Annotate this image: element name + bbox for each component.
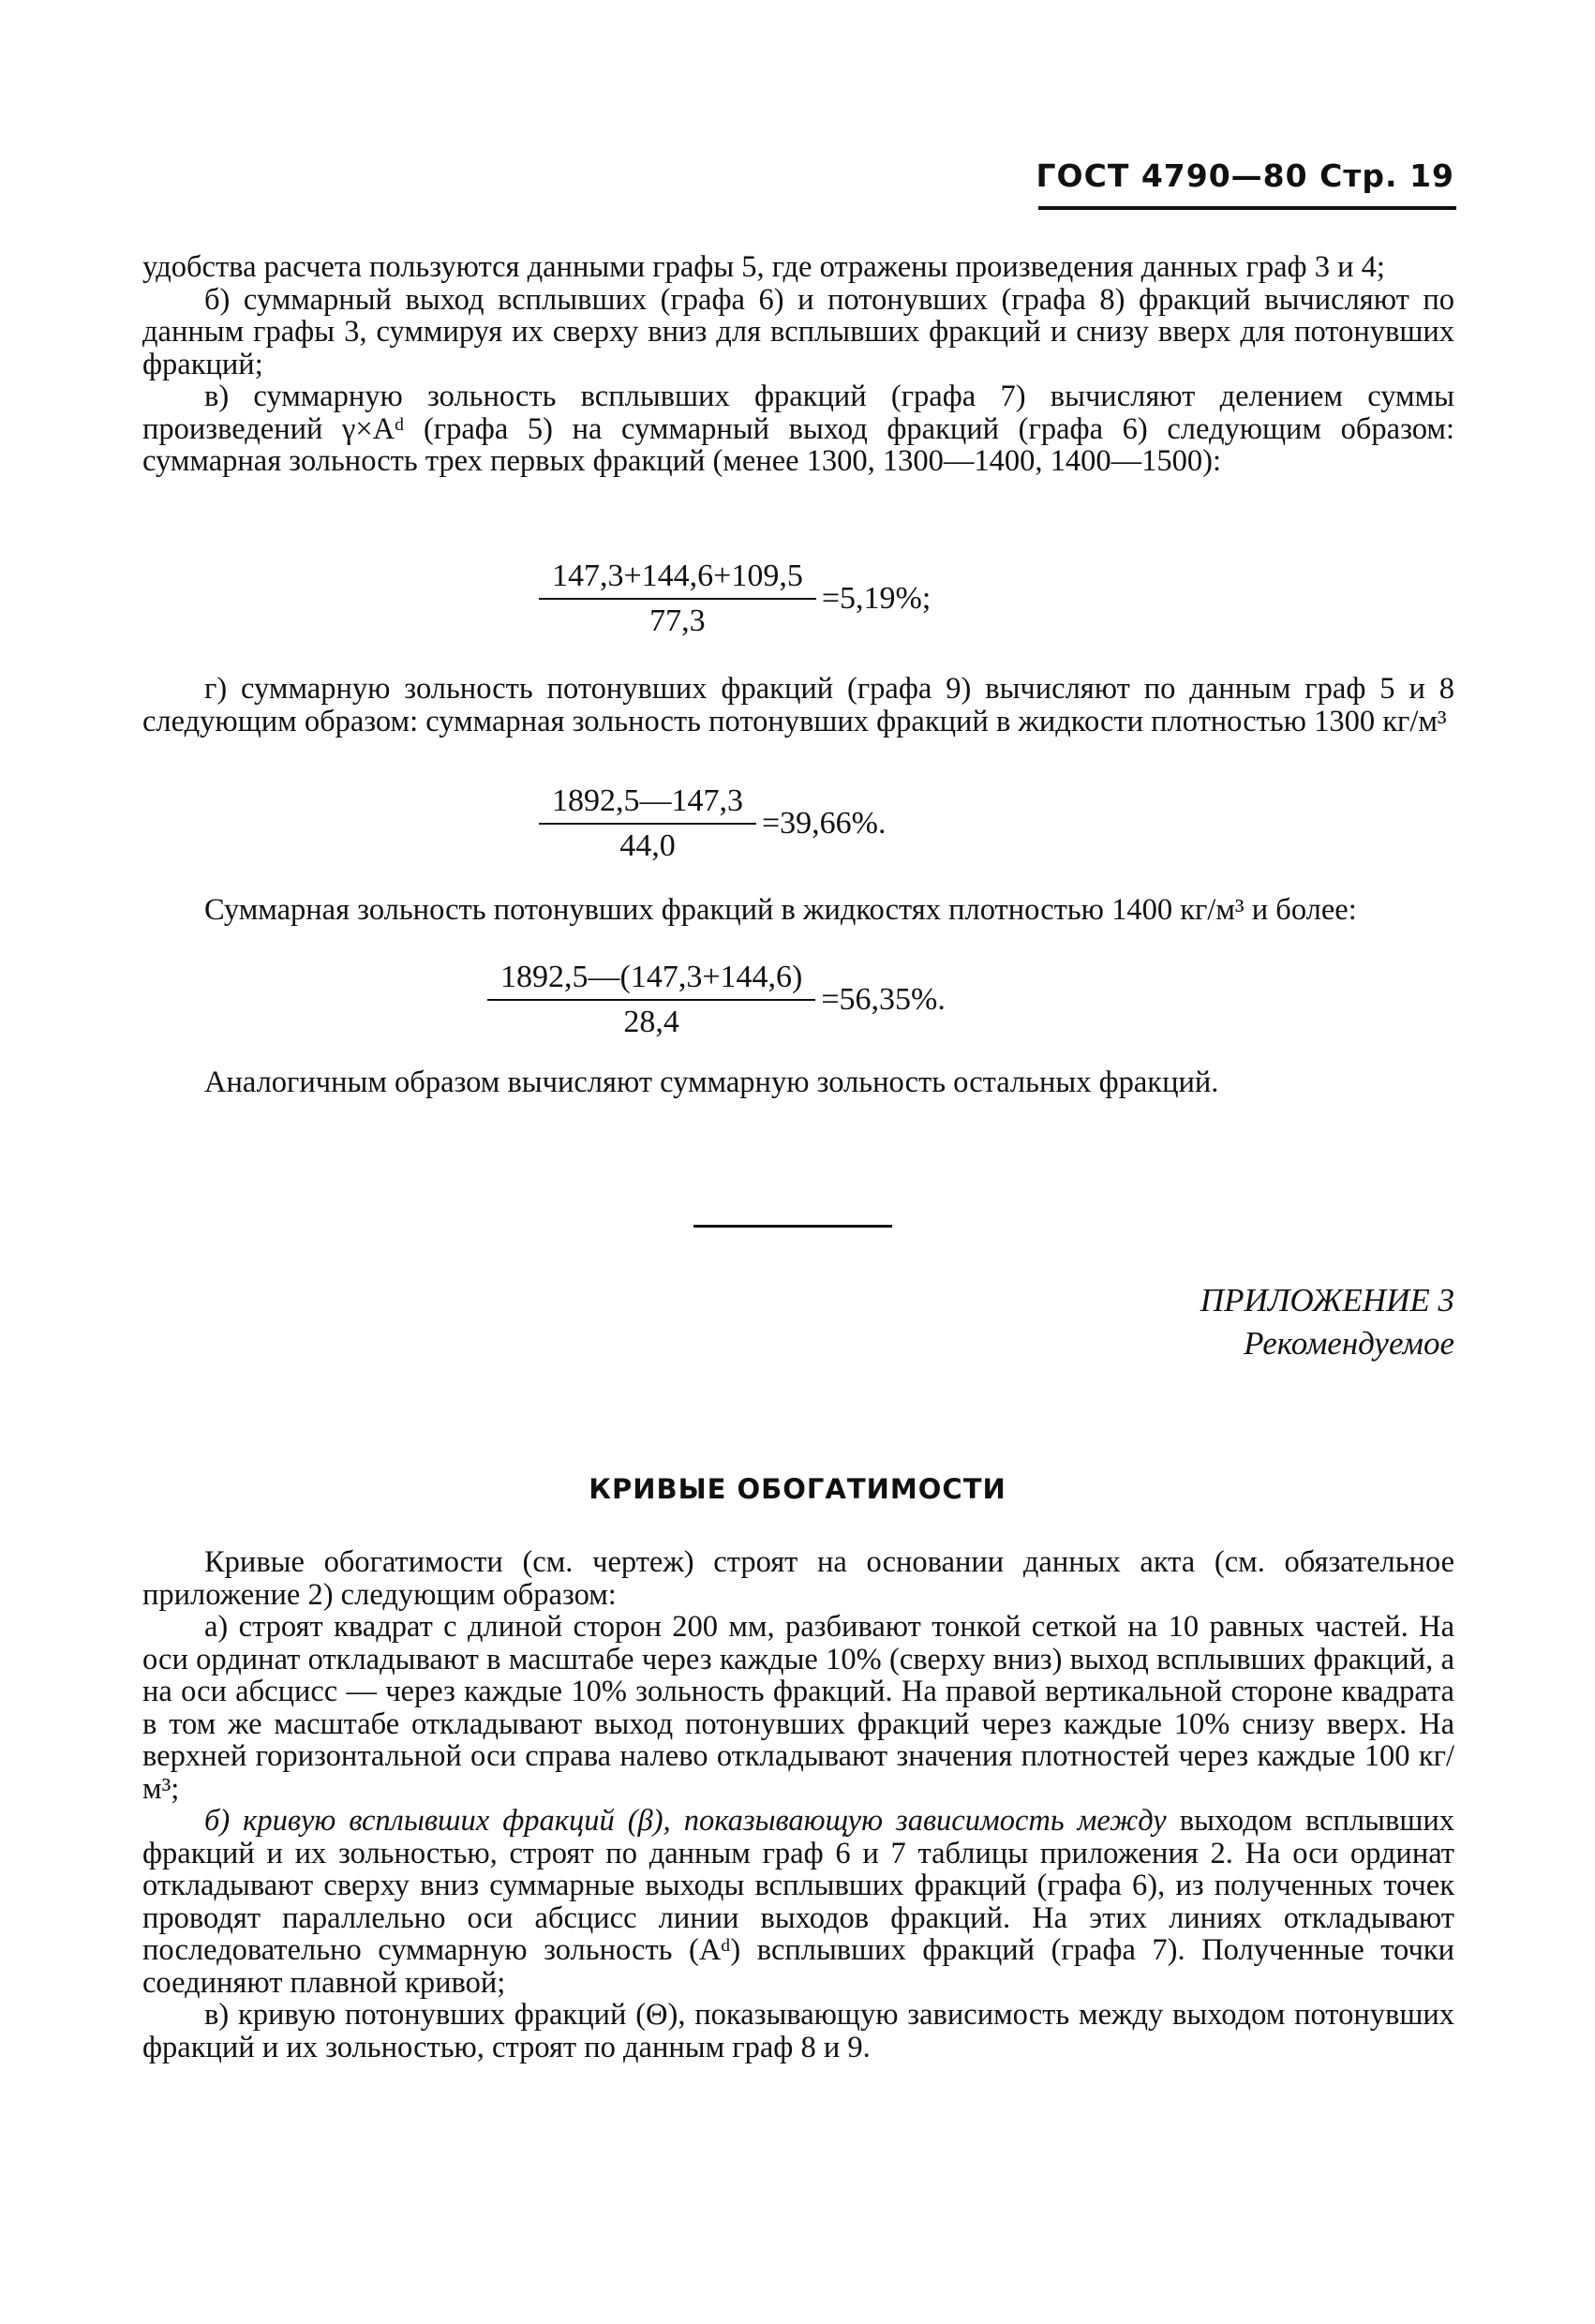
section-separator (693, 1225, 892, 1228)
formula-2 (539, 783, 887, 864)
paragraph: удобства расчета пользуются данными графы 5, где отражены произведения данных граф 3 и 4; (142, 250, 1385, 284)
formula-denominator: 28,4 (623, 1005, 679, 1039)
formula-numerator: 147,3+144,6+109,5 (539, 559, 816, 600)
appendix-status: Рекомендуемое (1244, 1325, 1454, 1362)
paragraph (142, 1805, 1454, 1999)
paragraph-group-2 (142, 1546, 1454, 2063)
paragraph: в) кривую потонувших фракций (Θ), показывающую зависимость между выходом потонувших фракций и их зольностью, строят по данным граф 8 и 9. (142, 1998, 1454, 2064)
paragraph: а) строят квадрат с длиной сторон 200 мм, разбивают тонкой сеткой на 10 равных частей. На оси ординат откладывают в масштабе через каждые 10% (сверху вниз) выход всплывших фракций, а на оси абсцисс — через каждые 10% зольность фракций. На правой вертикальной стороне квадрата в том же масштабе откладывают выход потонувших фракций через каждые 10% снизу вверх. На верхней горизонтальной оси справа налево откладывают значения плотностей через каждые 100 кг/м³; (142, 1610, 1454, 1806)
page-header: ГОСТ 4790—80 Стр. 19 (1036, 157, 1454, 194)
paragraph: г) суммарную зольность потонувших фракций (графа 9) вычисляют по данным граф 5 и 8 следующим образом: суммарная зольность потонувших фракций в жидкости плотностью 1300 кг/м³ (142, 672, 1454, 738)
formula-denominator: 77,3 (649, 603, 706, 638)
formula-numerator: 1892,5—147,3 (539, 783, 756, 825)
paragraph-rest: выходом всплывших фракций и их зольностью, строят по данным граф 6 и 7 таблицы приложения 2. На оси ординат откладывают сверху вниз суммарные выходы всплывших фракций (графа 6), из полученных точек проводят параллельно оси абсцисс линии выходов фракций. На этих линиях откладывают последовательно суммарную зольность (Aᵈ) всплывших фракций (графа 7). Полученные точки соединяют плавной кривой; (142, 1804, 1455, 2000)
paragraph: Аналогичным образом вычисляют суммарную зольность остальных фракций. (204, 1065, 1219, 1099)
appendix-label: ПРИЛОЖЕНИЕ 3 (1200, 1282, 1454, 1318)
paragraph: б) суммарный выход всплывших (графа 6) и потонувших (графа 8) фракций вычисляют по данным графы 3, суммируя их сверху вниз для всплывших фракций и снизу вверх для потонувших фракций; (142, 282, 1454, 381)
paragraph: Суммарная зольность потонувших фракций в жидкостях плотностью 1400 кг/м³ и более: (204, 893, 1357, 927)
paragraph: Кривые обогатимости (см. чертеж) строят на основании данных акта (см. обязательное приложение 2) следующим образом: (142, 1545, 1454, 1612)
section-title: КРИВЫЕ ОБОГАТИМОСТИ (589, 1473, 1006, 1505)
formula-3 (487, 960, 946, 1040)
italic-lead: б) кривую всплывших фракций (β), показывающую зависимость между (204, 1804, 1167, 1838)
formula-denominator: 44,0 (619, 828, 676, 863)
formula-result: =39,66%. (762, 806, 887, 841)
formula-result: =5,19%; (821, 581, 932, 616)
formula-numerator: 1892,5—(147,3+144,6) (487, 960, 815, 1001)
paragraph: в) суммарную зольность всплывших фракций (графа 7) вычисляют делением суммы произведений γ×Aᵈ (графа 5) на суммарный выход фракций (графа 6) следующим образом: суммарная зольность трех первых фракций (менее 1300, 1300—1400, 1400—1500): (142, 380, 1454, 478)
paragraph-group-1 (142, 251, 1454, 478)
formula-result: =56,35%. (821, 982, 946, 1017)
header-rule (1038, 206, 1456, 210)
formula-1 (539, 559, 931, 639)
